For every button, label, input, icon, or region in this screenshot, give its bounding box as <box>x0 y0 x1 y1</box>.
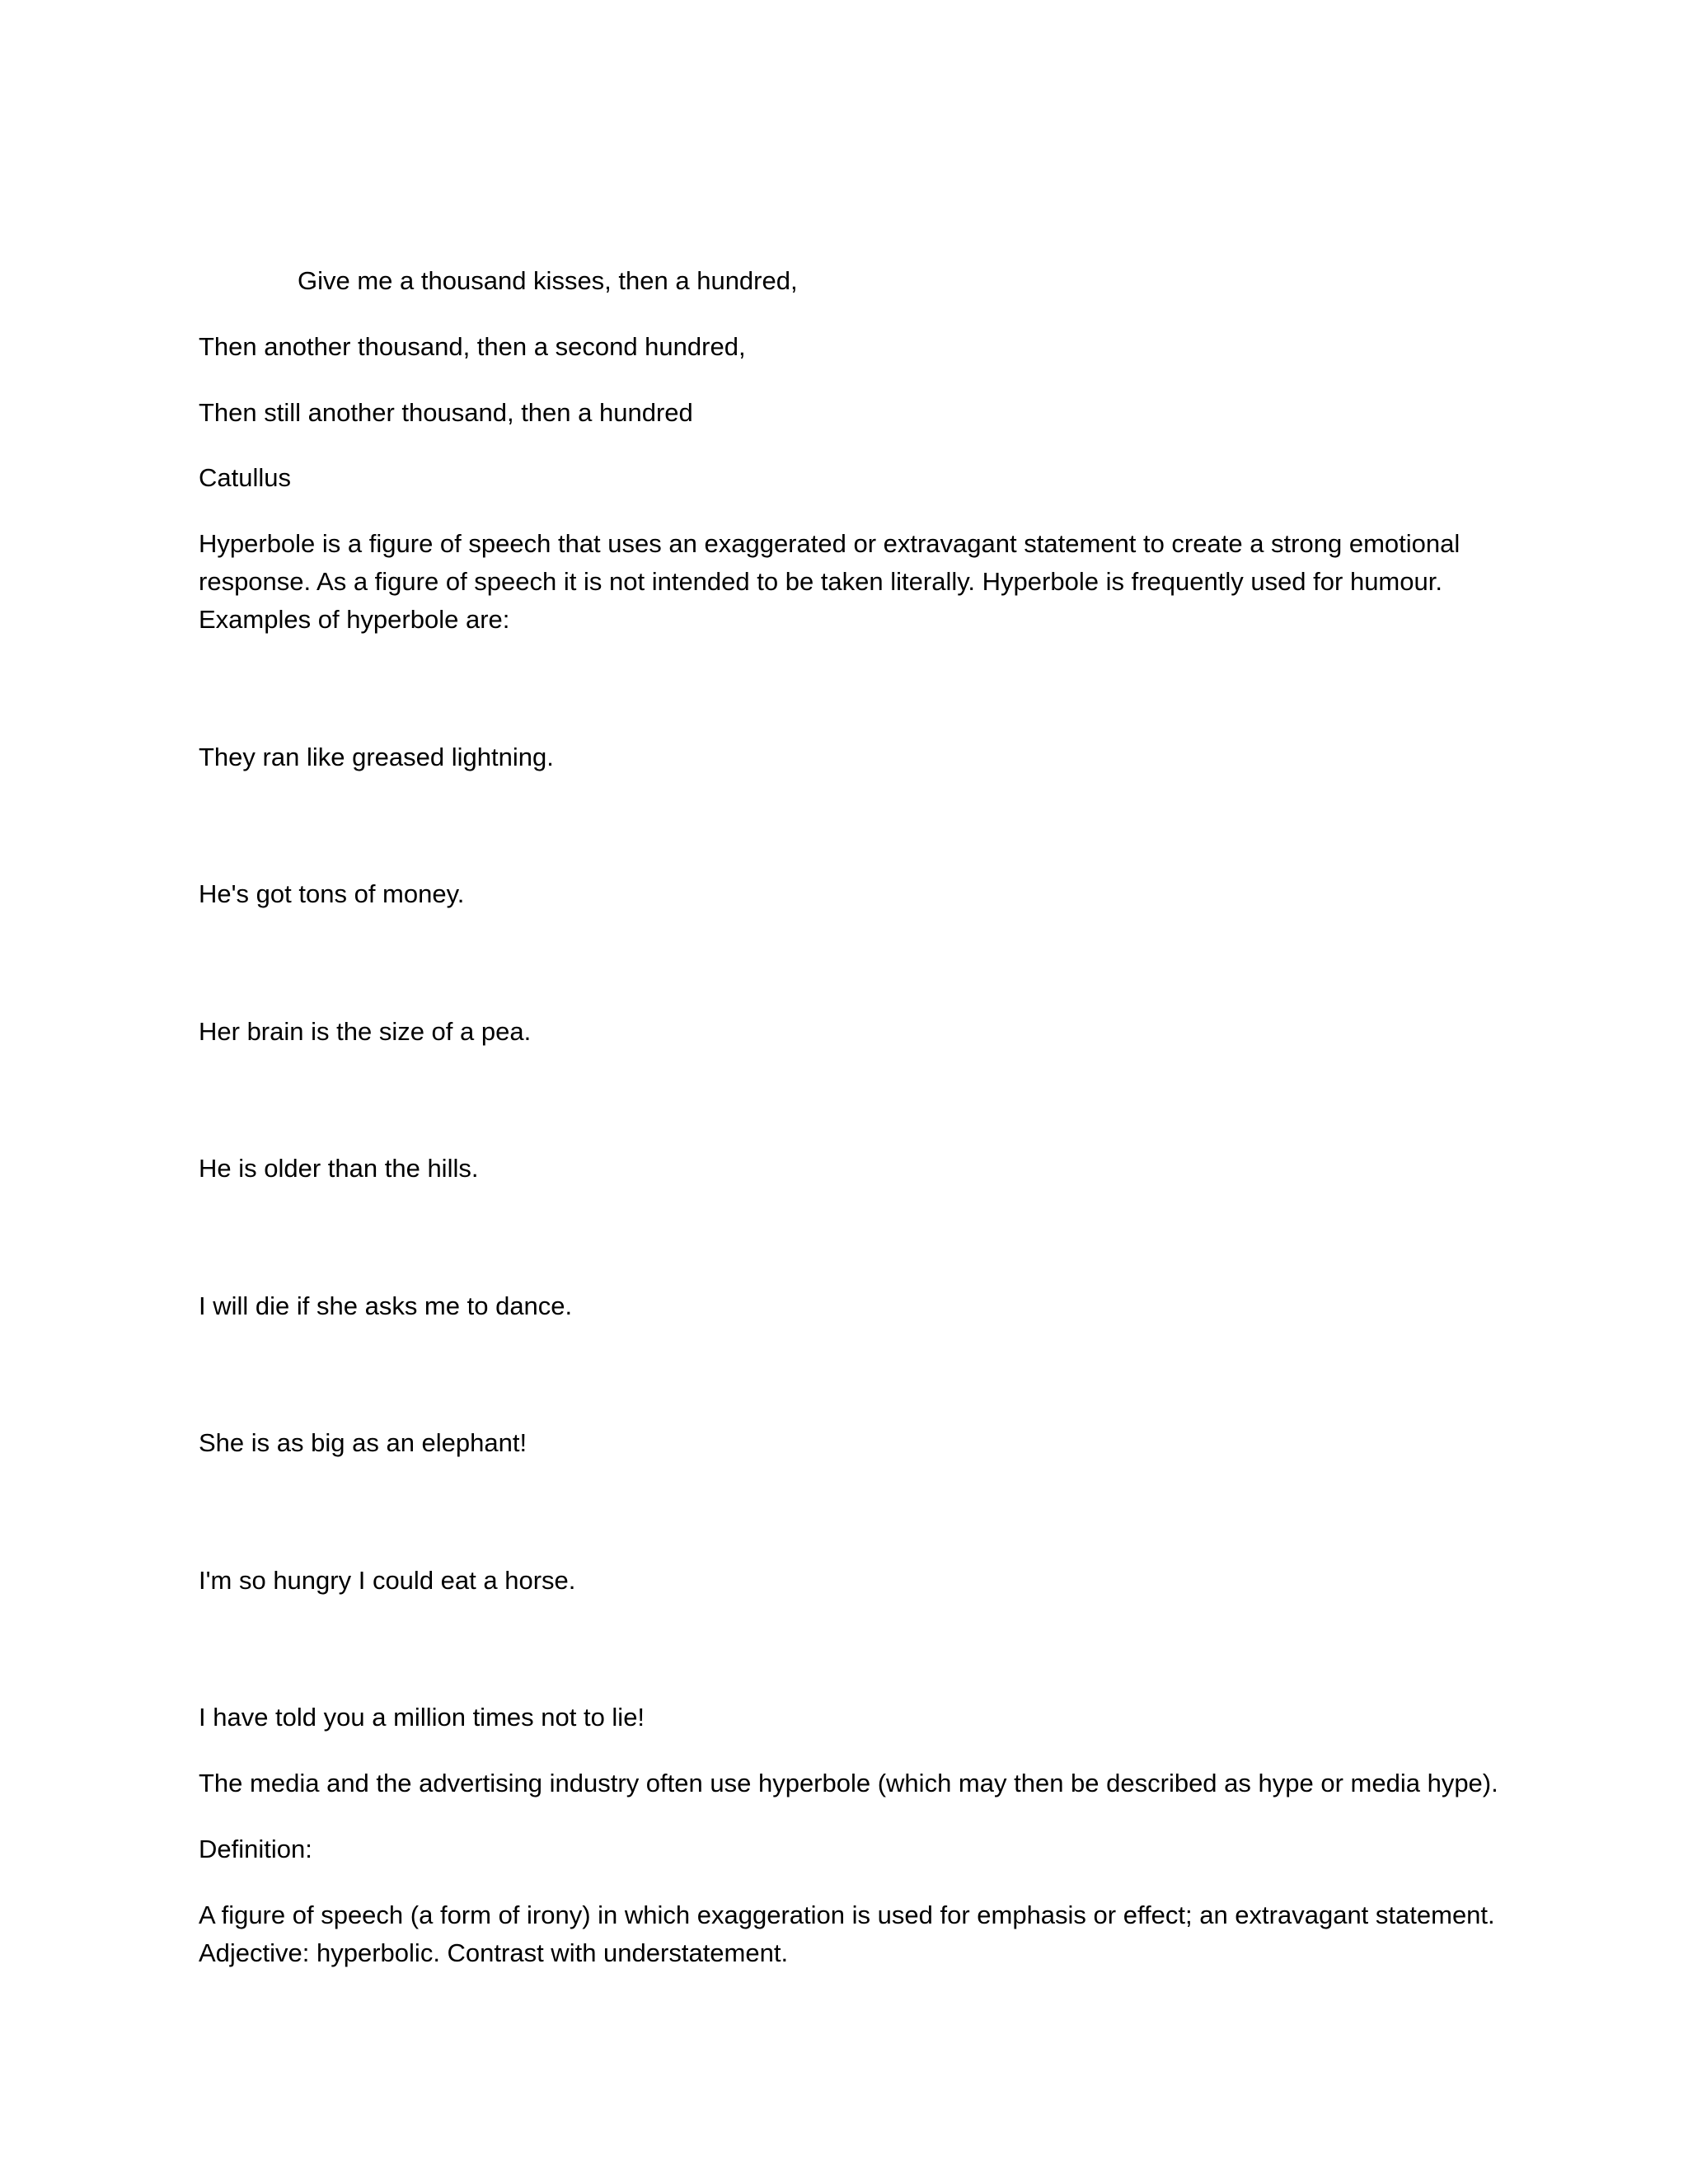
example-item: I will die if she asks me to dance. <box>199 1291 573 1320</box>
example-item: They ran like greased lightning. <box>199 743 554 771</box>
definition-line-2: Adjective: hyperbolic. Contrast with understatement. <box>199 1938 789 1967</box>
example-item: Her brain is the size of a pea. <box>199 1017 532 1046</box>
poem-line-1: Give me a thousand kisses, then a hundred, <box>298 266 798 295</box>
intro-paragraph-line-3: Examples of hyperbole are: <box>199 605 510 634</box>
definition-line-1: A figure of speech (a form of irony) in which exaggeration is used for emphasis or effect; an extravagant statement. <box>199 1900 1495 1929</box>
example-item: He's got tons of money. <box>199 879 465 908</box>
intro-paragraph-line-1: Hyperbole is a figure of speech that uses an exaggerated or extravagant statement to create a strong emotional <box>199 529 1461 558</box>
poem-line-2: Then another thousand, then a second hundred, <box>199 332 746 361</box>
media-paragraph: The media and the advertising industry often use hyperbole (which may then be described as hype or media hype). <box>199 1769 1498 1797</box>
example-item: I'm so hungry I could eat a horse. <box>199 1566 576 1595</box>
example-item: She is as big as an elephant! <box>199 1428 528 1457</box>
example-item: I have told you a million times not to lie! <box>199 1703 645 1732</box>
poem-author: Catullus <box>199 463 291 492</box>
example-item: He is older than the hills. <box>199 1154 479 1183</box>
intro-paragraph-line-2: response. As a figure of speech it is not intended to be taken literally. Hyperbole is frequently used for humour. <box>199 567 1442 596</box>
definition-heading: Definition: <box>199 1835 312 1863</box>
poem-line-3: Then still another thousand, then a hundred <box>199 398 693 427</box>
